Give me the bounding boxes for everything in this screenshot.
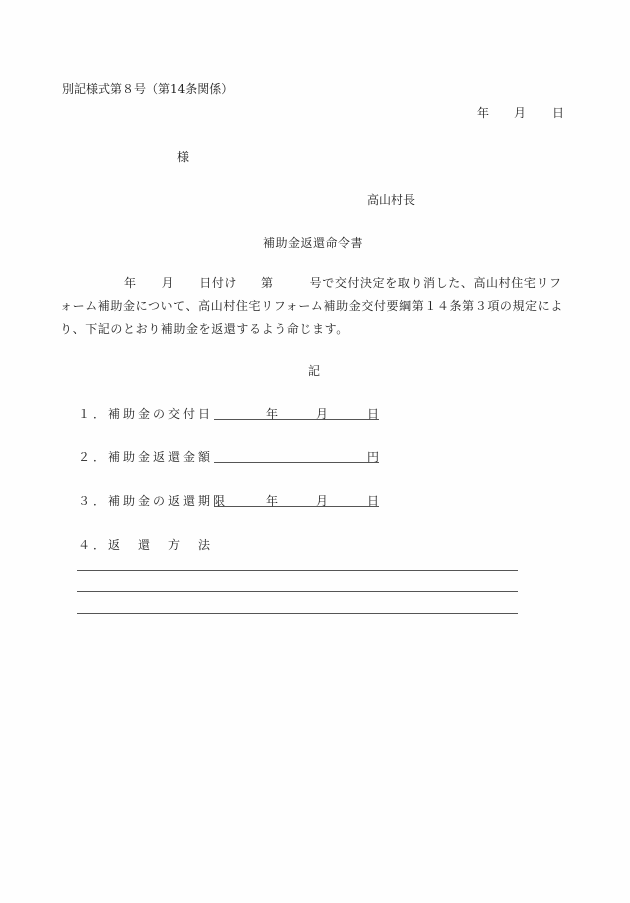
- item-unit: 円: [367, 450, 380, 464]
- body-month: 月: [161, 276, 175, 290]
- addressee-suffix: 様: [177, 150, 190, 164]
- item-month: 月: [316, 494, 329, 508]
- body-dated: 日付け: [199, 276, 238, 290]
- item-day: 日: [367, 494, 380, 508]
- fill-in-line[interactable]: [77, 591, 518, 592]
- form-header: 別記様式第８号（第14条関係）: [62, 82, 234, 96]
- item-month: 月: [316, 407, 329, 421]
- fill-in-line[interactable]: [77, 570, 518, 571]
- body-line1-rest: 号で交付決定を取り消した、高山村住宅リフ: [309, 276, 562, 290]
- item-label: ３．補助金の返還期限: [78, 494, 229, 508]
- item-label: １．補助金の交付日: [78, 407, 214, 421]
- fill-in-line[interactable]: [214, 506, 379, 507]
- fill-in-line[interactable]: [214, 419, 379, 420]
- issuer: 高山村長: [367, 193, 416, 207]
- item-day: 日: [367, 407, 380, 421]
- body-year: 年: [124, 276, 137, 290]
- item-label: ４．返 還 方 法: [78, 538, 214, 552]
- ki-heading: 記: [308, 364, 321, 378]
- body-no: 第: [261, 276, 274, 290]
- item-year: 年: [266, 407, 279, 421]
- document-title: 補助金返還命令書: [263, 236, 364, 250]
- body-paragraph: [60, 272, 570, 341]
- fill-in-line[interactable]: [77, 613, 518, 614]
- body-line3: り、下記のとおり補助金を返還するよう命じます。: [60, 322, 349, 336]
- date-month: 月: [514, 106, 527, 120]
- fill-in-line[interactable]: [214, 462, 379, 463]
- item-year: 年: [266, 494, 279, 508]
- item-label: ２．補助金返還金額: [78, 450, 214, 464]
- date-day: 日: [552, 106, 565, 120]
- date-year: 年: [477, 106, 490, 120]
- body-line2: ォーム補助金について、高山村住宅リフォーム補助金交付要綱第１４条第３項の規定によ: [60, 299, 563, 313]
